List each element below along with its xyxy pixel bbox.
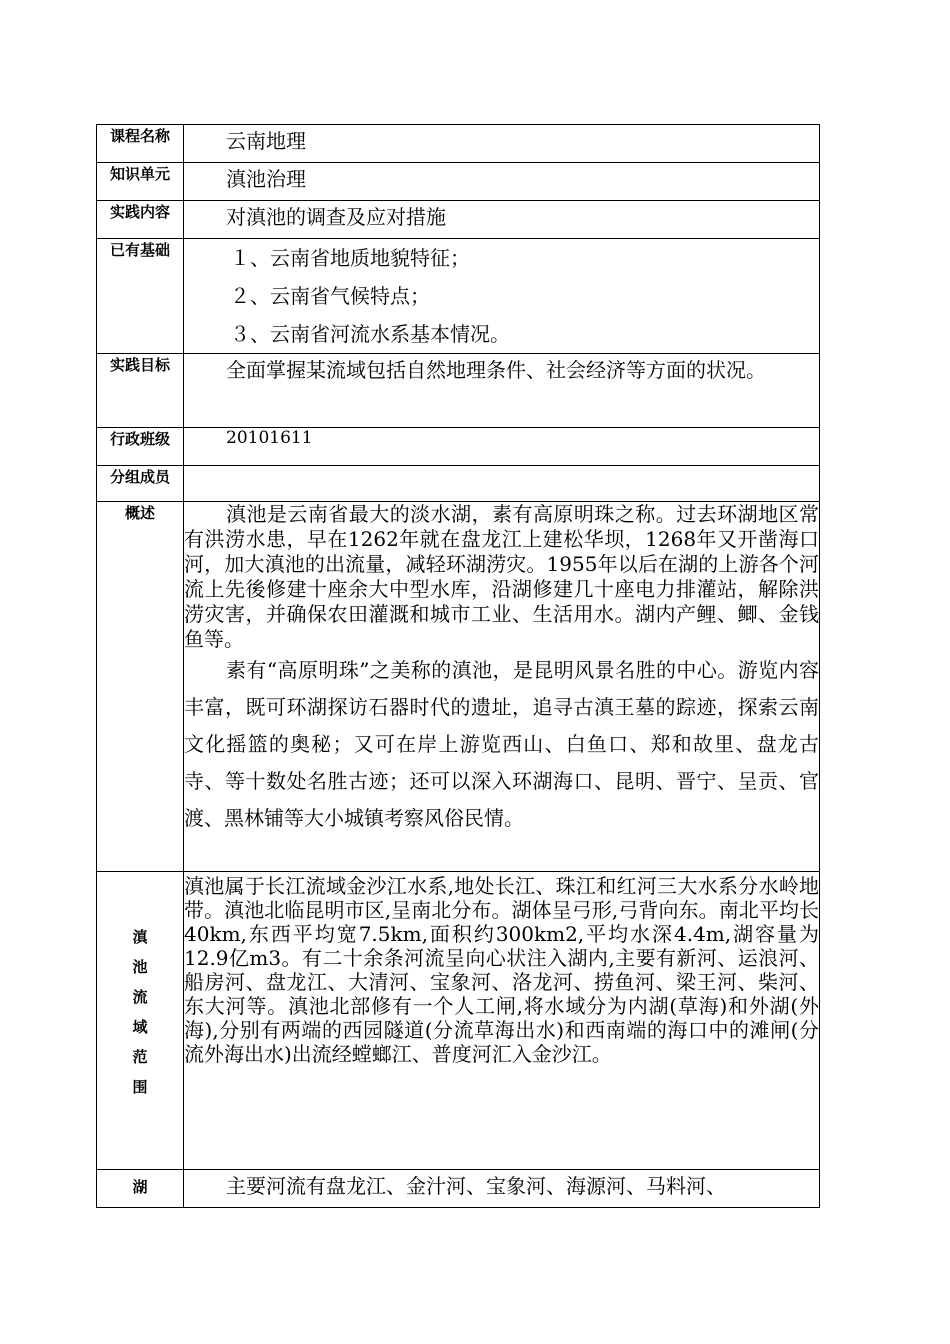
basis-value xyxy=(184,239,820,354)
scope-label-char-5: 范 xyxy=(132,1048,148,1066)
lake-text: 主要河流有盘龙江、金汁河、宝象河、海源河、马料河、 xyxy=(226,1174,726,1198)
basis-item-3: ３、云南省河流水系基本情况。 xyxy=(230,322,510,346)
row-course xyxy=(97,125,820,163)
lake-label: 湖 xyxy=(97,1170,184,1208)
group-value xyxy=(184,466,820,502)
goal-text: 全面掌握某流域包括自然地理条件、社会经济等方面的状况。 xyxy=(226,358,766,382)
course-value xyxy=(184,125,820,163)
goal-value xyxy=(184,354,820,428)
unit-label: 知识单元 xyxy=(97,163,184,201)
row-practice xyxy=(97,201,820,239)
scope-value xyxy=(184,872,820,1170)
course-label: 课程名称 xyxy=(97,125,184,163)
overview-para-2: 素有“高原明珠”之美称的滇池，是昆明风景名胜的中心。游览内容丰富，既可环湖探访石器时代的遗址，追寻古滇王墓的踪迹，探索云南文化摇篮的奥秘；又可在岸上游览西山、白鱼口、郑和故里、盘龙古寺、等十数处名胜古迹；还可以深入环湖海口、昆明、晋宁、呈贡、官渡、黑林铺等大小城镇考察风俗民情。 xyxy=(184,658,819,830)
basis-item-2: ２、云南省气候特点； xyxy=(230,284,430,308)
overview-para-1: 滇池是云南省最大的淡水湖，素有高原明珠之称。过去环湖地区常有洪涝水患，早在1262年就在盘龙江上建松华坝，1268年又开凿海口河，加大滇池的出流量，减轻环湖涝灾。1955年以后在湖的上游各个河流上先後修建十座余大中型水库，沿湖修建几十座电力排灌站，解除洪涝灾害，并确保农田灌溉和城市工业、生活用水。湖内产鲤、鲫、金钱鱼等。 xyxy=(184,502,819,651)
class-value xyxy=(184,428,820,466)
row-scope xyxy=(97,872,820,1170)
row-lake xyxy=(97,1170,820,1208)
scope-label-char-3: 流 xyxy=(132,988,148,1006)
basis-item-1: １、云南省地质地貌特征； xyxy=(230,246,470,270)
overview-value xyxy=(184,502,820,872)
row-class xyxy=(97,428,820,466)
scope-label-char-2: 池 xyxy=(132,958,148,976)
scope-label-char-4: 域 xyxy=(132,1018,148,1036)
row-group xyxy=(97,466,820,502)
scope-label-char-6: 围 xyxy=(132,1078,148,1096)
lake-value xyxy=(184,1170,820,1208)
class-label: 行政班级 xyxy=(97,428,184,466)
unit-text: 滇池治理 xyxy=(226,167,306,191)
row-basis xyxy=(97,239,820,354)
practice-label: 实践内容 xyxy=(97,201,184,239)
goal-label: 实践目标 xyxy=(97,354,184,428)
class-text: 20101611 xyxy=(226,428,313,448)
overview-label: 概述 xyxy=(97,502,184,872)
course-text: 云南地理 xyxy=(226,129,306,153)
scope-label xyxy=(97,872,184,1170)
practice-value xyxy=(184,201,820,239)
row-unit xyxy=(97,163,820,201)
row-goal xyxy=(97,354,820,428)
group-label: 分组成员 xyxy=(97,466,184,502)
scope-text: 滇池属于长江流域金沙江水系,地处长江、珠江和红河三大水系分水岭地带。滇池北临昆明市区,呈南北分布。湖体呈弓形,弓背向东。南北平均长40km,东西平均宽7.5km,面积约300km2,平均水深4.4m,湖容量为12.9亿m3。有二十余条河流呈向心状注入湖内,主要有新河、运浪河、船房河、盘龙江、大清河、宝象河、洛龙河、捞鱼河、梁王河、柴河、东大河等。滇池北部修有一个人工闸,将水域分为内湖(草海)和外湖(外海),分别有两端的西园隧道(分流草海出水)和西南端的海口中的滩闸(分流外海出水)出流经螳螂江、普度河汇入金沙江。 xyxy=(184,874,819,1066)
unit-value xyxy=(184,163,820,201)
basis-label: 已有基础 xyxy=(97,239,184,354)
practice-text: 对滇池的调查及应对措施 xyxy=(226,205,446,229)
scope-label-char-1: 滇 xyxy=(132,928,148,946)
row-overview xyxy=(97,502,820,872)
practice-form-table xyxy=(96,124,820,1208)
